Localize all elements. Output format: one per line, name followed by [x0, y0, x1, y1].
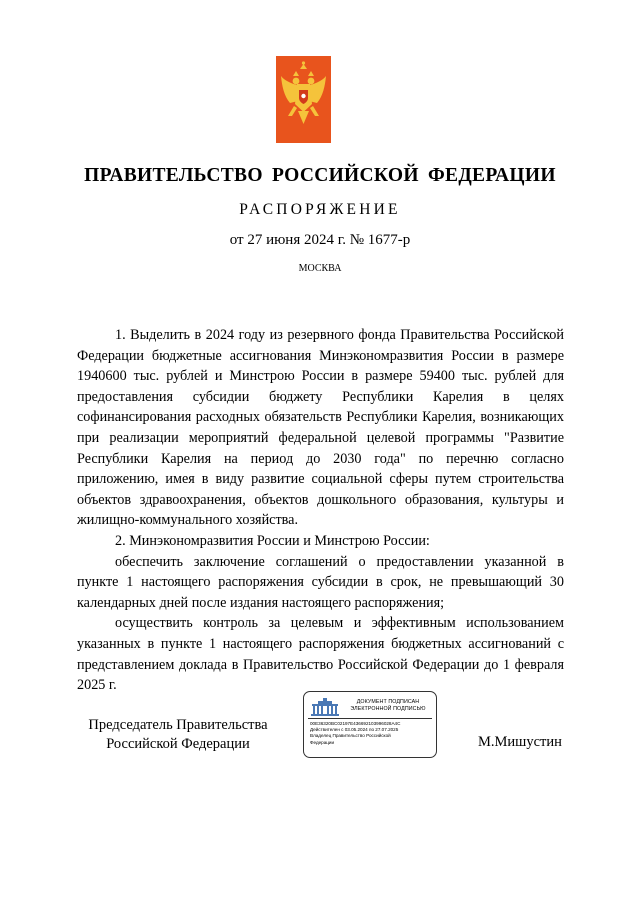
- paragraph-4: осуществить контроль за целевым и эффективным использованием указанных в пункте 1 настоящего распоряжения бюджетных ассигнований с представлением доклада в Правительство Российской Федерации до 1 февраля 2025 г.: [77, 615, 564, 694]
- stamp-heading-line1: ДОКУМЕНТ ПОДПИСАН: [356, 699, 420, 705]
- document-body: [77, 325, 564, 696]
- electronic-signature-stamp: [303, 691, 437, 758]
- signatory-position-line1: Председатель Правительства: [88, 717, 268, 733]
- paragraph-2: 2. Минэкономразвития России и Минстрою России:: [115, 532, 430, 549]
- stamp-owner-line1: Владелец Правительство Российской: [310, 733, 391, 739]
- stamp-divider: [308, 718, 432, 719]
- document-date-number: от 27 июня 2024 г. № 1677-р: [229, 232, 411, 248]
- signatory-position-line2: Российской Федерации: [106, 736, 250, 752]
- government-building-icon: [310, 697, 340, 716]
- double-headed-eagle-graphic: [276, 56, 331, 143]
- paragraph-1: 1. Выделить в 2024 году из резервного фонда Правительства Российской Федерации бюджетные ассигнования Минэкономразвития России в размере 1940600 тыс. рублей и Минстрою России в размере 59400 тыс. рублей для предоставления субсидии бюджету Республики Карелия в целях софинансирования расходных обязательств Республики Карелия, возникающих при реализации мероприятий федеральной целевой программы "Развитие Республики Карелия на период до 2030 года" по перечню согласно приложению, имея в виду развитие социальной сферы путем строительства объектов здравоохранения, объектов дошкольного образования, культуры и жилищно-коммунального хозяйства.: [77, 327, 564, 529]
- coat-of-arms-icon: [276, 56, 331, 143]
- stamp-details: [310, 721, 434, 746]
- stamp-heading: [342, 699, 434, 712]
- stamp-validity: Действителен с 03.05.2024 по 27.07.2025: [310, 727, 399, 733]
- paragraph-3: обеспечить заключение соглашений о предоставлении указанной в пункте 1 настоящего распоряжения субсидии в срок, не превышающий 30 календарных дней после издания настоящего распоряжения;: [77, 553, 564, 611]
- signatory-position: [78, 716, 278, 754]
- stamp-owner-line2: Федерации: [310, 739, 335, 745]
- stamp-certificate: 00E36320BC02197E436692103996028A4C: [310, 721, 401, 726]
- stamp-heading-line2: ЭЛЕКТРОННОЙ ПОДПИСЬЮ: [350, 705, 426, 712]
- document-city: МОСКВА: [298, 263, 342, 274]
- document-type: РАСПОРЯЖЕНИЕ: [239, 201, 401, 218]
- government-title: ПРАВИТЕЛЬСТВО РОССИЙСКОЙ ФЕДЕРАЦИИ: [84, 165, 556, 186]
- signatory-name: М.Мишустин: [478, 734, 562, 750]
